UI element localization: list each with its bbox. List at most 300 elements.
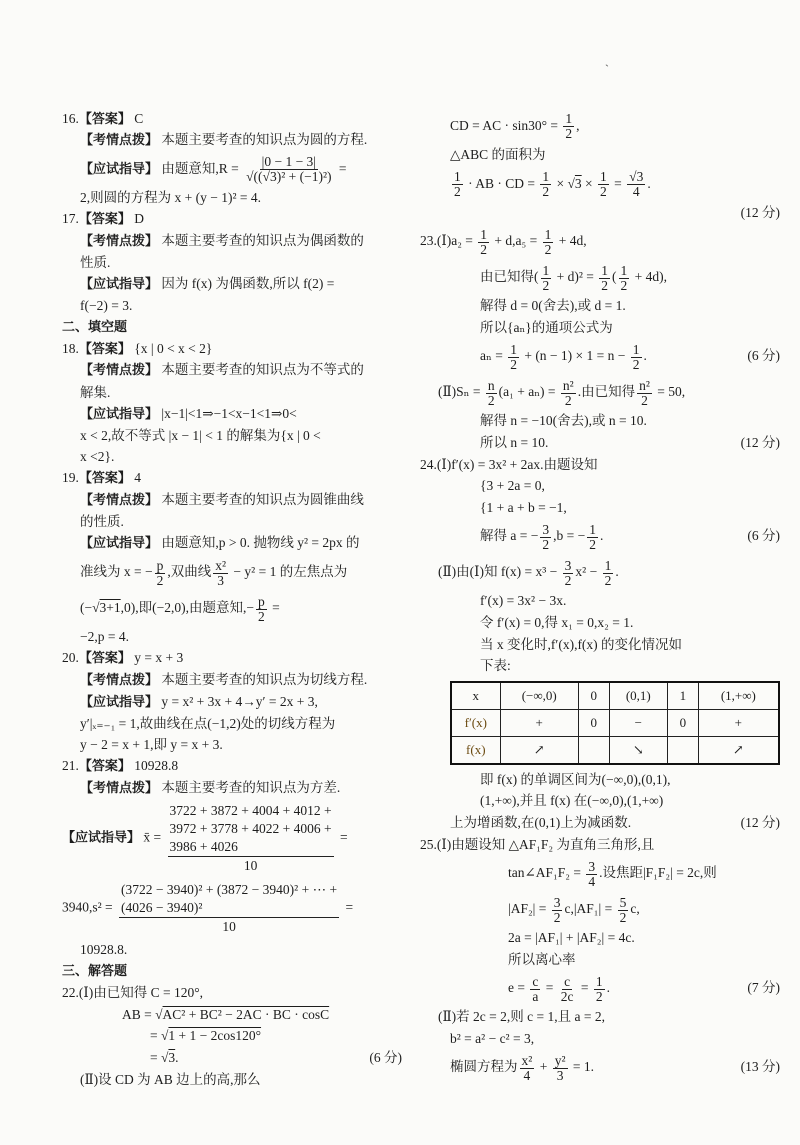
text-segment: ( xyxy=(612,269,617,285)
fraction xyxy=(594,975,605,1004)
text-segment: AB = xyxy=(122,1006,156,1022)
numerator: 1 xyxy=(480,226,488,242)
line-content xyxy=(438,554,619,590)
fraction xyxy=(543,228,554,257)
line-content xyxy=(80,129,367,152)
fraction xyxy=(541,264,552,293)
numerator: 1 xyxy=(604,557,612,573)
line-content xyxy=(480,590,566,612)
text-line xyxy=(62,1004,402,1026)
text-segment: . xyxy=(606,980,610,996)
text-segment: y′|ₓ₌₋₁ = 1,故曲线在点(−1,2)处的切线方程为 xyxy=(80,715,336,731)
table-row xyxy=(451,709,779,736)
line-content xyxy=(62,317,127,339)
line-content xyxy=(438,374,685,410)
text-line xyxy=(420,949,780,971)
text-segment: 2a = |AF₁| + |AF₂| = 4c. xyxy=(508,930,635,946)
table-cell: 0 xyxy=(578,682,609,710)
text-line xyxy=(62,554,402,590)
text-segment: b² = a² − c² = 3, xyxy=(450,1030,535,1046)
numerator: 1 xyxy=(544,226,552,242)
table-cell: + xyxy=(698,709,779,736)
table-cell: (−∞,0) xyxy=(500,682,578,710)
numerator: 3 xyxy=(542,521,550,537)
denominator: 2 xyxy=(480,241,488,257)
text-segment: . xyxy=(643,348,647,364)
text-segment: ,b = − xyxy=(553,528,586,544)
text-line xyxy=(62,511,402,533)
text-segment: = 50, xyxy=(653,384,686,400)
numerator xyxy=(168,802,334,857)
radicand: 1 + 1 − 2cos120° xyxy=(168,1028,262,1044)
numerator: p xyxy=(258,593,265,609)
radical-sign-icon: √ xyxy=(161,1050,169,1065)
numerator: 1 xyxy=(510,341,517,357)
text-segment: |x−1|<1⇒−1<x−1<1⇒0< xyxy=(158,405,297,421)
text-segment: 由题意知,R = xyxy=(158,160,243,176)
score-label: (7 分) xyxy=(747,980,780,996)
section-label: 【考情点拨】 xyxy=(80,672,159,688)
text-segment: {x | 0 < x < 2} xyxy=(130,340,213,356)
text-line xyxy=(62,713,402,735)
line-content xyxy=(80,669,367,692)
numerator: x² xyxy=(215,557,227,573)
line-content xyxy=(480,769,670,791)
line-content xyxy=(508,855,717,891)
table-cell: (1,+∞) xyxy=(698,682,779,710)
text-segment: .由已知得 xyxy=(577,384,636,400)
denominator: a xyxy=(532,988,539,1004)
denominator: 2 xyxy=(156,572,164,588)
text-line xyxy=(420,612,780,634)
text-segment: 本题主要考查的知识点为圆的方程. xyxy=(158,132,368,148)
denominator: √((√3)² + (−1)²) xyxy=(246,169,332,185)
text-segment: x̄ = xyxy=(140,829,165,845)
text-line xyxy=(420,590,780,612)
line-content xyxy=(80,626,129,648)
line-content xyxy=(450,1049,594,1085)
numerator: c xyxy=(532,973,539,989)
score-label: (6 分) xyxy=(747,528,780,544)
numerator: 3 xyxy=(564,557,572,573)
text-segment: 解得 d = 0(舍去),或 d = 1. xyxy=(480,298,626,314)
text-segment: 本题主要考查的知识点为不等式的 xyxy=(158,362,364,378)
numerator: 3 xyxy=(553,894,561,910)
text-line xyxy=(62,982,402,1004)
right-column xyxy=(420,108,780,1085)
text-segment: . xyxy=(647,175,651,191)
table-cell: 0 xyxy=(668,709,699,736)
line-content xyxy=(508,891,640,927)
text-line xyxy=(420,927,780,949)
text-segment: 3940,s² = xyxy=(62,899,117,915)
denominator: 2 xyxy=(258,608,265,624)
fraction xyxy=(486,379,497,408)
table-cell: ↘ xyxy=(609,736,667,764)
line-content xyxy=(80,532,360,555)
line-content xyxy=(80,446,114,468)
line-content xyxy=(62,467,141,490)
text-segment: 即 f(x) 的单调区间为(−∞,0),(0,1), xyxy=(480,771,671,787)
text-line xyxy=(420,834,780,856)
text-segment: 准线为 x = − xyxy=(80,564,153,580)
text-line xyxy=(420,812,780,834)
line-content xyxy=(80,777,340,800)
radical-sign-icon: √ xyxy=(92,600,100,616)
section-label: 【考情点拨】 xyxy=(80,493,159,508)
fraction xyxy=(213,559,228,588)
text-segment: 19. xyxy=(62,470,79,486)
text-line xyxy=(62,1069,402,1091)
fraction xyxy=(637,379,652,408)
text-segment: 2,则圆的方程为 x + (y − 1)² = 4. xyxy=(80,190,262,206)
text-segment: = xyxy=(336,829,348,845)
denominator: 10 xyxy=(243,858,258,874)
text-segment: △ABC 的面积为 xyxy=(450,147,546,162)
denominator: 2 xyxy=(632,356,640,372)
text-segment: = 1. xyxy=(569,1059,594,1075)
denominator: 2 xyxy=(600,184,607,199)
text-segment: 4 xyxy=(130,470,142,486)
text-segment: , xyxy=(576,118,580,133)
section-label: 【考情点拨】 xyxy=(80,780,159,796)
table-row xyxy=(451,736,779,764)
fraction xyxy=(540,170,551,199)
text-line xyxy=(62,648,402,670)
table-cell: x xyxy=(451,682,500,710)
line-content xyxy=(80,403,297,426)
line-content xyxy=(480,497,567,519)
text-segment: D xyxy=(130,211,145,227)
text-segment: . xyxy=(175,1050,179,1065)
denominator: 3 xyxy=(556,1067,564,1083)
text-segment: tan∠AF₁F₂ = xyxy=(508,865,585,881)
text-segment: 解得 n = −10(舍去),或 n = 10. xyxy=(480,413,647,429)
text-segment: e = xyxy=(508,980,529,996)
text-segment: = xyxy=(268,600,280,616)
denominator: 2 xyxy=(589,536,596,552)
text-segment: 21. xyxy=(62,758,79,774)
line-content xyxy=(62,108,143,130)
text-segment: (Ⅱ)设 CD 为 AB 边上的高,那么 xyxy=(80,1071,261,1087)
section-label: 【答案】 xyxy=(78,471,131,487)
text-segment: + xyxy=(536,1059,551,1075)
fraction xyxy=(627,170,645,199)
section-label: 【应试指导】 xyxy=(80,161,159,177)
denominator: 2 xyxy=(542,536,550,552)
text-line xyxy=(62,338,402,360)
denominator: 2 xyxy=(542,277,550,293)
text-segment: 25.(Ⅰ)由题设知 △AF₁F₂ 为直角三角形,且 xyxy=(420,836,655,852)
text-line xyxy=(62,230,402,252)
numerator: x² xyxy=(521,1052,533,1068)
numerator-line: 3722 + 3872 + 4004 + 4012 + xyxy=(169,803,332,819)
text-segment: y = x² + 3x + 4→y′ = 2x + 3, xyxy=(158,693,318,709)
text-segment: 解集. xyxy=(80,384,111,400)
numerator: 3 xyxy=(588,858,596,874)
text-segment: 本题主要考查的知识点为偶函数的 xyxy=(158,232,364,248)
text-line xyxy=(62,130,402,152)
line-content xyxy=(62,982,203,1004)
line-content xyxy=(450,1028,534,1050)
denominator: 2 xyxy=(565,126,573,142)
denominator: 2 xyxy=(601,277,609,293)
variation-table xyxy=(450,681,780,765)
text-segment: − y² = 1 的左焦点为 xyxy=(230,564,348,580)
section-label: 【应试指导】 xyxy=(80,536,159,552)
line-content xyxy=(80,273,334,296)
text-segment: × xyxy=(553,175,568,191)
text-segment: + d,a₅ = xyxy=(491,233,541,249)
text-segment: x² − xyxy=(575,564,601,580)
section-label: 【应试指导】 xyxy=(80,694,159,710)
numerator: 1 xyxy=(620,262,628,278)
text-segment: 所以 n = 10. xyxy=(480,434,549,450)
text-segment: c, xyxy=(630,901,640,917)
text-segment: (1,+∞),并且 f(x) 在(−∞,0),(1,+∞) xyxy=(480,793,664,809)
line-content xyxy=(480,518,603,554)
text-segment: |AF₂| = xyxy=(508,901,550,917)
square-root xyxy=(161,1050,175,1065)
table-cell: − xyxy=(609,709,667,736)
line-content xyxy=(480,790,663,812)
fraction xyxy=(561,379,576,408)
text-line xyxy=(420,769,780,791)
text-line xyxy=(62,777,402,799)
section-label: 【答案】 xyxy=(78,759,131,775)
numerator: 1 xyxy=(595,973,603,989)
text-segment: · AB · CD = xyxy=(464,175,539,191)
radicand: 3 xyxy=(168,1050,176,1065)
text-line xyxy=(420,317,780,339)
fraction xyxy=(256,595,267,624)
line-content xyxy=(450,812,631,834)
line-content xyxy=(480,259,667,295)
line-content xyxy=(80,151,347,188)
text-segment: (Ⅱ)由(Ⅰ)知 f(x) = x³ − xyxy=(438,564,561,580)
fraction xyxy=(599,264,610,293)
fraction xyxy=(587,523,598,552)
text-segment: 下表: xyxy=(480,658,511,674)
text-line xyxy=(62,403,402,425)
line-content xyxy=(508,949,576,971)
text-segment: C xyxy=(130,110,144,126)
line-content xyxy=(80,691,318,714)
denominator: 2 xyxy=(564,392,572,408)
text-segment: 17. xyxy=(62,211,79,227)
text-line xyxy=(420,1006,780,1028)
text-line xyxy=(420,891,780,927)
text-segment: CD = AC · sin30° = xyxy=(450,118,562,133)
denominator: 2 xyxy=(604,572,612,588)
line-content xyxy=(480,432,548,454)
numerator: 1 xyxy=(600,169,607,184)
text-segment: 本题主要考查的知识点为方差. xyxy=(158,779,341,795)
text-segment: + 4d), xyxy=(631,269,668,285)
line-content xyxy=(62,881,353,936)
text-line xyxy=(62,108,402,130)
section-label: 【考情点拨】 xyxy=(80,133,159,149)
text-segment: + (n − 1) × 1 = n − xyxy=(520,348,629,364)
denominator: 2 xyxy=(542,184,550,199)
numerator: 1 xyxy=(542,169,550,184)
text-line xyxy=(62,1025,402,1047)
fraction xyxy=(563,112,574,141)
text-line xyxy=(62,691,402,713)
text-segment: {3 + 2a = 0, xyxy=(480,478,545,494)
text-line xyxy=(62,878,402,939)
table-cell: 1 xyxy=(668,682,699,710)
radicand: 3 xyxy=(574,175,582,191)
score-label: (12 分) xyxy=(740,434,780,450)
text-segment: + d)² = xyxy=(553,269,598,285)
denominator: 2c xyxy=(560,988,574,1004)
text-segment: 18. xyxy=(62,340,79,356)
line-content xyxy=(438,1006,605,1028)
line-content xyxy=(80,1069,261,1091)
denominator: 2 xyxy=(641,392,648,408)
numerator: y² xyxy=(554,1052,566,1068)
text-line xyxy=(62,382,402,404)
text-line xyxy=(62,939,402,961)
numerator-line: (3722 − 3940)² + (3872 − 3940)² + ⋯ + xyxy=(121,882,338,898)
table-cell: + xyxy=(500,709,578,736)
text-segment: = xyxy=(150,1028,161,1044)
text-segment: 22.(Ⅰ)由已知得 C = 120°, xyxy=(62,985,203,1001)
fraction xyxy=(586,860,597,889)
section-label: 【答案】 xyxy=(78,111,131,127)
fraction xyxy=(553,1054,568,1083)
line-content xyxy=(80,511,124,533)
square-root xyxy=(92,600,121,615)
numerator: n² xyxy=(639,377,650,393)
text-line xyxy=(420,655,780,677)
text-segment: 性质. xyxy=(80,254,111,270)
numerator: |0 − 1 − 3| xyxy=(261,154,317,170)
text-segment: {1 + a + b = −1, xyxy=(480,499,567,515)
denominator: 4 xyxy=(588,873,596,889)
numerator: 1 xyxy=(454,169,461,184)
table-cell xyxy=(668,736,699,764)
text-segment: y = x + 3 xyxy=(130,650,184,666)
denominator: 2 xyxy=(454,184,461,199)
text-line xyxy=(62,590,402,626)
numerator: 1 xyxy=(632,341,640,357)
line-content xyxy=(480,475,545,497)
text-segment: = xyxy=(342,899,354,915)
table-cell: (0,1) xyxy=(609,682,667,710)
section-label: 【应试指导】 xyxy=(80,406,159,422)
line-content xyxy=(80,713,335,735)
table-cell: ↗ xyxy=(698,736,779,764)
text-segment: 20. xyxy=(62,650,79,666)
line-content xyxy=(80,939,127,961)
text-line xyxy=(420,634,780,656)
line-content xyxy=(80,734,223,756)
line-content xyxy=(62,755,178,778)
text-line xyxy=(62,468,402,490)
text-segment: = xyxy=(577,980,592,996)
line-content xyxy=(150,1047,179,1069)
denominator: 2 xyxy=(619,909,627,925)
text-line xyxy=(420,454,780,476)
line-content xyxy=(480,612,633,634)
fraction xyxy=(452,170,463,199)
text-segment: 的性质. xyxy=(80,514,124,530)
line-content xyxy=(80,554,347,590)
fraction xyxy=(168,802,334,875)
text-line xyxy=(62,1047,402,1069)
line-content xyxy=(420,454,598,476)
table-row xyxy=(451,682,779,710)
text-line xyxy=(62,187,402,209)
numerator: 5 xyxy=(619,894,627,910)
line-content xyxy=(508,970,610,1006)
text-line xyxy=(62,756,402,778)
text-segment: 由题意知,p > 0. 抛物线 y² = 2px 的 xyxy=(158,535,360,551)
score-label: (12 分) xyxy=(740,814,780,830)
text-segment: 二、填空题 xyxy=(62,319,128,335)
text-segment: x <2}. xyxy=(80,449,115,465)
line-content xyxy=(80,187,261,209)
score-label: (6 分) xyxy=(747,348,780,364)
scan-mark: ` xyxy=(605,62,609,76)
text-segment: 椭圆方程为 xyxy=(450,1059,518,1075)
text-segment: = xyxy=(610,175,626,191)
text-line xyxy=(62,317,402,339)
text-segment: 解得 a = − xyxy=(480,528,539,544)
text-segment: c,|AF₁| = xyxy=(564,901,616,917)
denominator: 4 xyxy=(523,1067,531,1083)
fraction xyxy=(563,559,574,588)
text-segment: × xyxy=(581,175,597,191)
text-line xyxy=(420,432,780,454)
text-line xyxy=(420,518,780,554)
text-segment: .设焦距|F₁F₂| = 2c,则 xyxy=(599,865,717,881)
fraction xyxy=(530,975,540,1004)
text-segment: x < 2,故不等式 |x − 1| < 1 的解集为{x | 0 < xyxy=(80,427,321,443)
text-line xyxy=(62,961,402,983)
text-segment: 24.(Ⅰ)f′(x) = 3x² + 2ax.由题设知 xyxy=(420,456,598,472)
text-line xyxy=(420,202,780,224)
square-root xyxy=(161,1028,261,1043)
table-cell: 0 xyxy=(578,709,609,736)
text-segment: 23.(Ⅰ)a₂ = xyxy=(420,233,477,249)
line-content xyxy=(62,338,212,361)
text-line xyxy=(62,799,402,878)
radical-sign-icon: √ xyxy=(567,175,575,191)
denominator: 2 xyxy=(553,909,561,925)
text-line xyxy=(62,533,402,555)
fraction xyxy=(559,975,576,1004)
line-content xyxy=(80,590,280,626)
text-line xyxy=(420,295,780,317)
fraction xyxy=(540,523,551,552)
text-line xyxy=(62,252,402,274)
section-label: 【考情点拨】 xyxy=(80,233,159,249)
line-content xyxy=(480,338,647,374)
line-content xyxy=(122,1004,329,1026)
text-line xyxy=(420,855,780,891)
text-segment: ,双曲线 xyxy=(167,564,212,580)
line-content xyxy=(62,961,127,983)
text-segment: (− xyxy=(80,600,93,616)
section-label: 【答案】 xyxy=(78,212,131,228)
text-segment: (Ⅱ)Sₙ = xyxy=(438,384,484,400)
text-line xyxy=(420,223,780,259)
line-content xyxy=(80,425,321,447)
table-cell xyxy=(578,736,609,764)
